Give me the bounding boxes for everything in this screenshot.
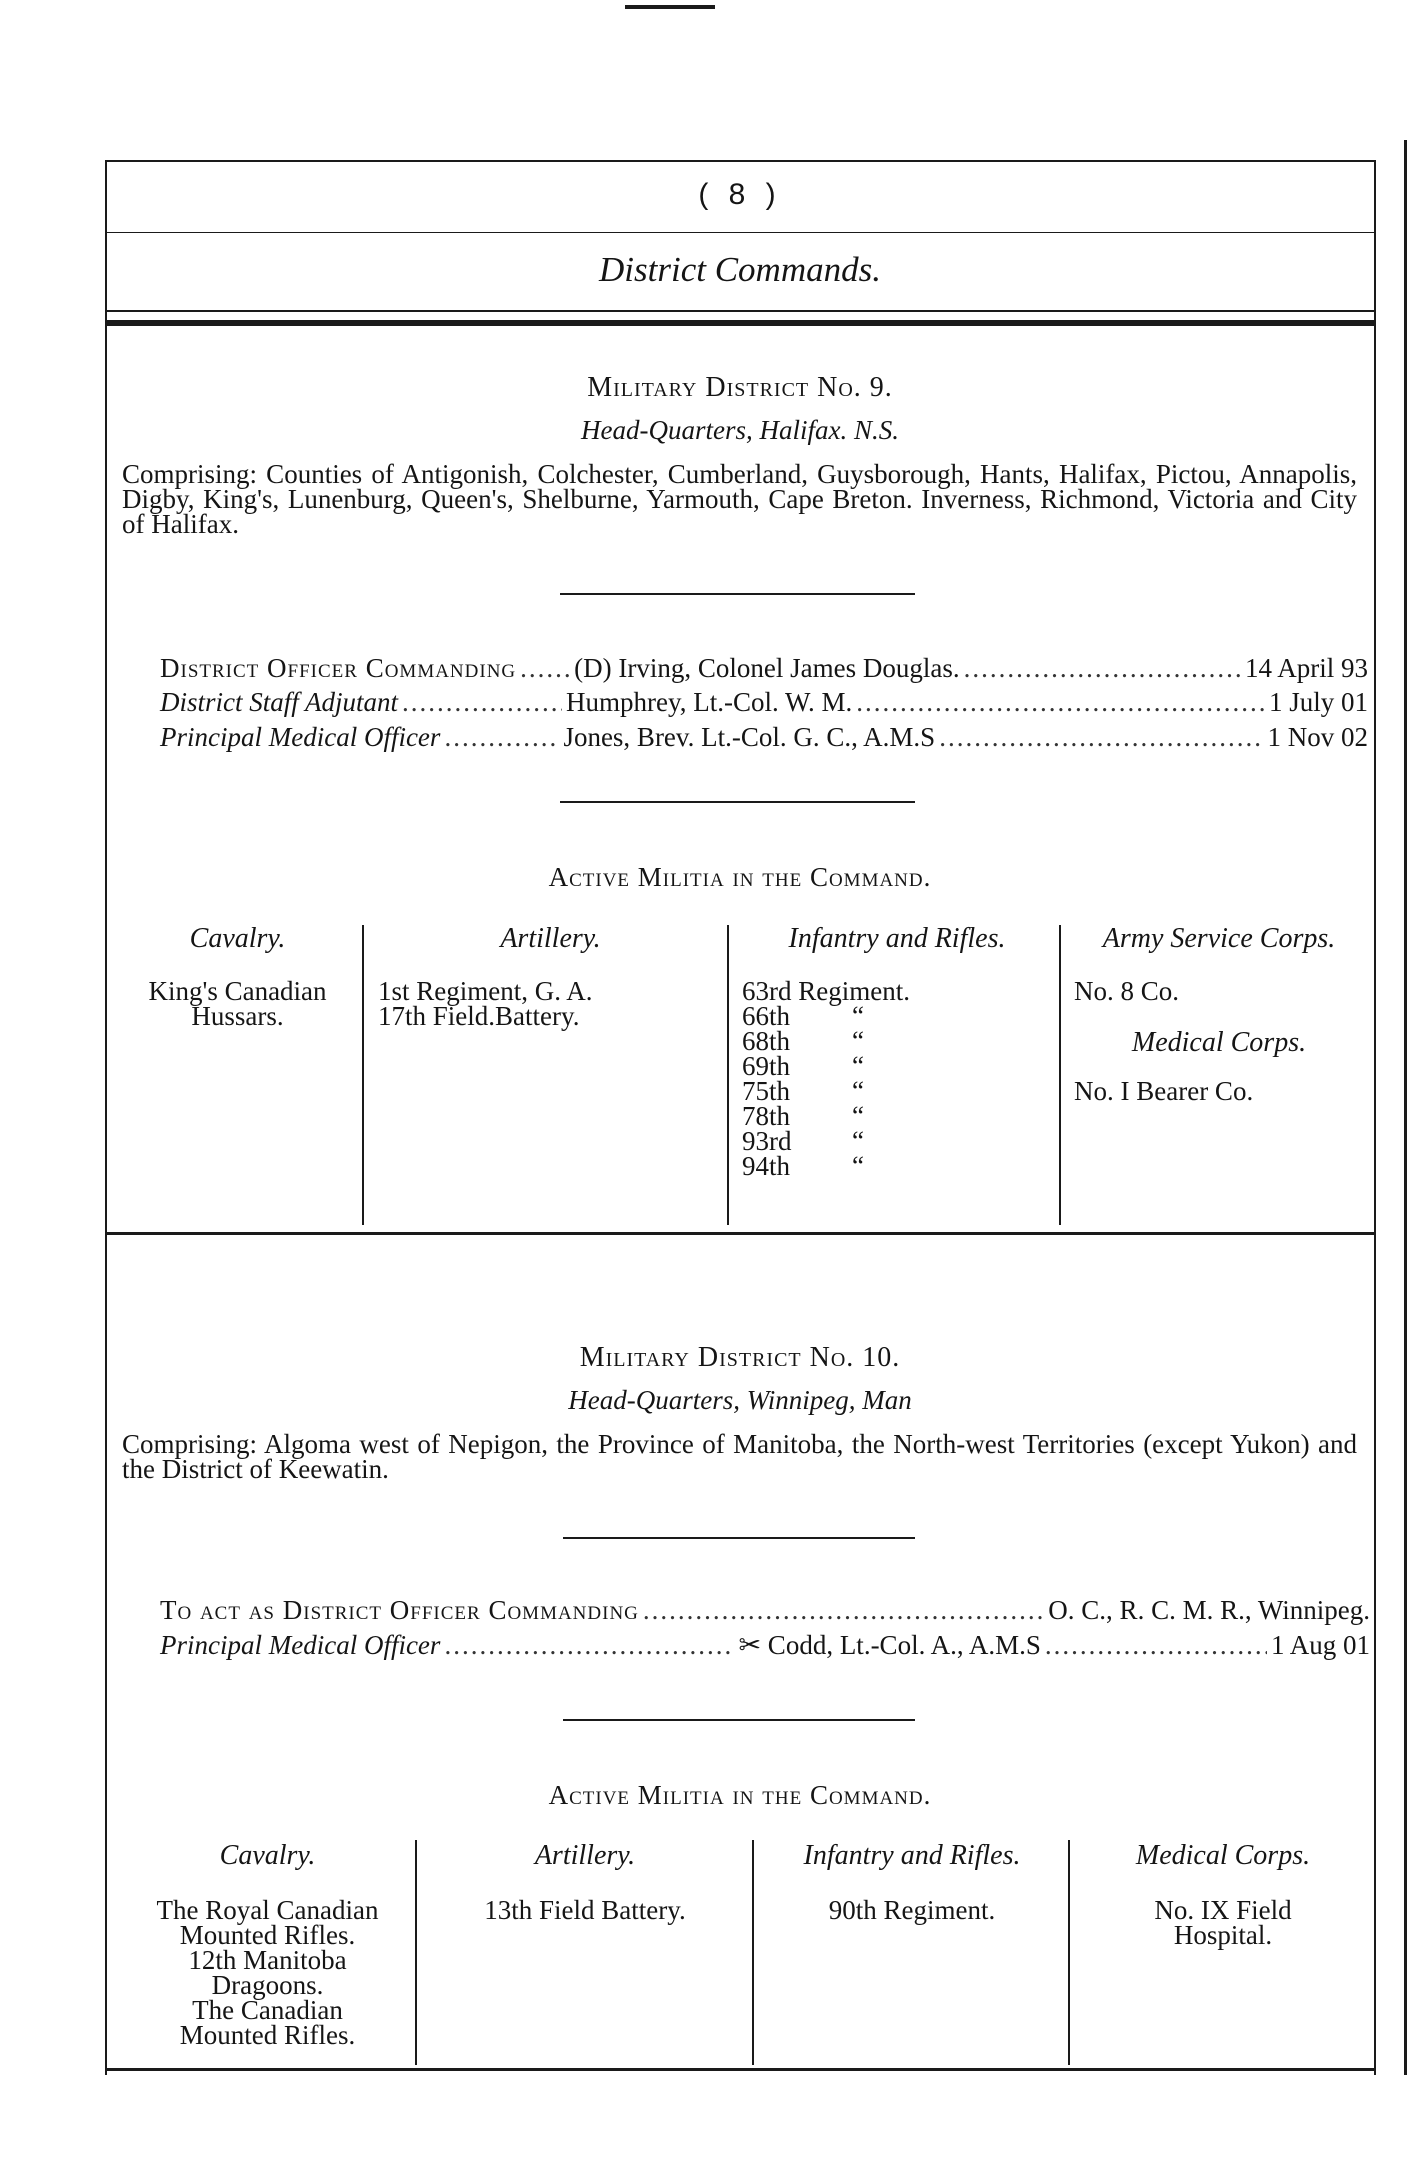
- infantry-row: [742, 1151, 1052, 1181]
- column-divider: [415, 1840, 417, 2065]
- ditto-mark: “: [852, 1076, 864, 1106]
- officer-date: 1 July 01: [1268, 687, 1368, 717]
- infantry-unit: 90th Regiment.: [828, 1895, 996, 1925]
- district-10-comprising: Comprising: Algoma west of Nepigon, the Province of Manitoba, the North-west Territories (except Yukon) and the District of Keewatin.: [122, 1429, 1357, 1484]
- officer-date: 14 April 93: [1244, 653, 1368, 683]
- infantry-unit: 75th: [742, 1076, 791, 1106]
- officer-role: Principal Medical Officer: [160, 1630, 441, 1660]
- infantry-unit: 93rd: [742, 1126, 792, 1156]
- officer-name: Humphrey, Lt.-Col. W. M.: [566, 687, 853, 717]
- column-heading: Army Service Corps.: [1102, 923, 1336, 954]
- leader-dots: [964, 653, 1241, 684]
- d9-infantry-column: [742, 923, 1052, 1181]
- leader-dots: [643, 1595, 1044, 1626]
- d9-service-medical-column: [1074, 923, 1364, 1106]
- officer-date: 1 Aug 01: [1270, 1630, 1370, 1660]
- district-10-title: Military District No. 10.: [579, 1342, 901, 1373]
- title-rule-thick: [105, 320, 1375, 326]
- leader-dots: [1045, 1630, 1267, 1661]
- ditto-mark: “: [852, 1151, 864, 1181]
- district-9-comprising: Comprising: Counties of Antigonish, Colchester, Cumberland, Guysborough, Hants, Halifax, Pictou, Annapolis, Digby, King's, Lunenburg, Queen's, Shelburne, Yarmouth, Cape Breton. Inverness, Richmond, Victoria and City of Halifax.: [122, 459, 1357, 539]
- scan-mark: [625, 5, 715, 9]
- district-9-militia-title: Active Militia in the Command.: [548, 862, 932, 892]
- frame-top-rule: [105, 160, 1375, 162]
- title-rule-thin: [105, 310, 1375, 312]
- officer-row: [160, 653, 1368, 684]
- column-divider: [727, 925, 729, 1225]
- officer-role: District Staff Adjutant: [160, 687, 399, 717]
- infantry-unit: 68th: [742, 1026, 791, 1056]
- leader-dots: [402, 687, 562, 718]
- artillery-unit: 17th Field.Battery.: [378, 1001, 580, 1031]
- medical-unit: No. I Bearer Co.: [1074, 1076, 1254, 1106]
- officer-name: O. C., R. C. M. R., Winnipeg.: [1048, 1595, 1370, 1625]
- d10-medical-column: [1078, 1840, 1368, 1950]
- d9-artillery-column: [378, 923, 723, 1031]
- ditto-mark: “: [852, 1101, 864, 1131]
- leader-dots: [856, 687, 1265, 718]
- column-divider: [752, 1840, 754, 2065]
- column-heading: Medical Corps.: [1135, 1840, 1311, 1871]
- header-divider: [105, 232, 1375, 233]
- officer-row: [160, 1630, 1370, 1661]
- bottom-rule: [105, 2068, 1375, 2071]
- column-heading: Cavalry.: [219, 1840, 316, 1871]
- infantry-unit: 63rd Regiment.: [742, 976, 910, 1006]
- ditto-mark: “: [852, 1001, 864, 1031]
- d9-cavalry-column: [115, 923, 360, 1031]
- district-9-rule-1: [560, 593, 915, 595]
- officer-role: To act as District Officer Commanding: [160, 1595, 639, 1625]
- infantry-unit: 69th: [742, 1051, 791, 1081]
- officer-role: District Officer Commanding: [160, 653, 517, 683]
- infantry-unit: 94th: [742, 1151, 791, 1181]
- officer-date: 1 Nov 02: [1267, 722, 1368, 752]
- cavalry-unit: 12th Manitoba Dragoons.: [188, 1945, 347, 2000]
- column-heading: Infantry and Rifles.: [803, 1840, 1021, 1871]
- ditto-mark: “: [852, 1126, 864, 1156]
- column-divider: [362, 925, 364, 1225]
- officer-name: Jones, Brev. Lt.-Col. G. C., A.M.S: [563, 722, 936, 752]
- district-10-rule-2: [563, 1719, 915, 1721]
- d10-artillery-column: [420, 1840, 750, 1925]
- section-title: District Commands.: [599, 250, 881, 289]
- column-heading: Cavalry.: [189, 923, 286, 954]
- leader-dots: [444, 722, 559, 753]
- officer-row: [160, 687, 1368, 718]
- district-10-militia-title: Active Militia in the Command.: [548, 1780, 932, 1810]
- column-heading: Infantry and Rifles.: [788, 923, 1006, 954]
- leader-dots: [939, 722, 1263, 753]
- officer-row: [160, 1595, 1370, 1626]
- cavalry-unit: The Canadian Mounted Rifles.: [179, 1995, 356, 2050]
- district-10-headquarters: Head-Quarters, Winnipeg, Man: [568, 1385, 912, 1415]
- district-divider: [105, 1232, 1375, 1235]
- cavalry-unit: King's Canadian Hussars.: [148, 976, 327, 1031]
- leader-dots: [444, 1630, 734, 1661]
- asc-unit: No. 8 Co.: [1074, 976, 1180, 1006]
- column-heading: Artillery.: [500, 923, 601, 954]
- district-9-rule-2: [560, 801, 915, 803]
- column-divider: [1059, 925, 1061, 1225]
- medical-unit: No. IX Field Hospital.: [1154, 1895, 1292, 1950]
- ditto-mark: “: [852, 1026, 864, 1056]
- officer-name: ✂ Codd, Lt.-Col. A., A.M.S: [738, 1630, 1041, 1660]
- artillery-unit: 13th Field Battery.: [484, 1895, 686, 1925]
- column-heading: Artillery.: [534, 1840, 636, 1871]
- outer-right-edge: [1404, 140, 1407, 2075]
- column-divider: [1068, 1840, 1070, 2065]
- district-9-title: Military District No. 9.: [587, 372, 893, 403]
- leader-dots: [520, 653, 570, 684]
- d10-cavalry-column: [125, 1840, 410, 2050]
- infantry-unit: 78th: [742, 1101, 791, 1131]
- cavalry-unit: The Royal Canadian Mounted Rifles.: [156, 1895, 379, 1950]
- ditto-mark: “: [852, 1051, 864, 1081]
- d10-infantry-column: [757, 1840, 1067, 1925]
- column-heading: Medical Corps.: [1131, 1027, 1307, 1058]
- artillery-unit: 1st Regiment, G. A.: [378, 976, 593, 1006]
- page-number: ( 8 ): [698, 178, 782, 211]
- officer-name: (D) Irving, Colonel James Douglas.: [574, 653, 960, 683]
- district-10-rule-1: [563, 1537, 915, 1539]
- officer-row: [160, 722, 1368, 753]
- infantry-unit: 66th: [742, 1001, 791, 1031]
- district-9-headquarters: Head-Quarters, Halifax. N.S.: [581, 415, 899, 445]
- officer-role: Principal Medical Officer: [160, 722, 441, 752]
